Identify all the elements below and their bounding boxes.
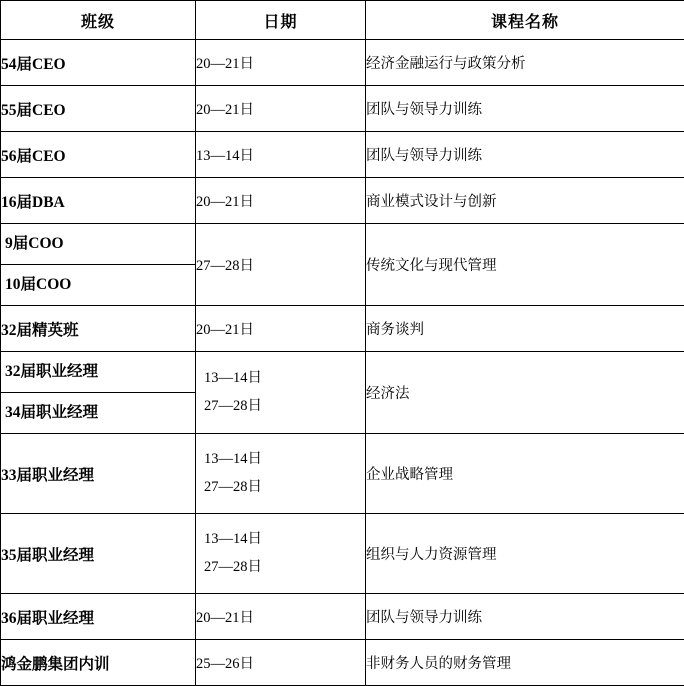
cell-course: 商业模式设计与创新 xyxy=(366,178,684,224)
cell-course: 商务谈判 xyxy=(366,306,684,352)
cell-class: 35届职业经理 xyxy=(1,514,196,594)
table-row xyxy=(1,306,684,352)
cell-course: 团队与领导力训练 xyxy=(366,132,684,178)
cell-date-line: 13—14日 xyxy=(196,365,365,393)
column-header-course: 课程名称 xyxy=(366,1,684,40)
cell-date-line: 27—28日 xyxy=(196,554,365,582)
cell-date: 20—21日 xyxy=(196,178,366,224)
cell-date: 13—14日 xyxy=(196,132,366,178)
table-row xyxy=(1,178,684,224)
cell-date: 20—21日 xyxy=(196,86,366,132)
table-row xyxy=(1,594,684,640)
cell-course: 经济法 xyxy=(366,352,684,434)
cell-date-line: 13—14日 xyxy=(196,526,365,554)
cell-date xyxy=(196,434,366,514)
cell-date: 20—21日 xyxy=(196,594,366,640)
table-row xyxy=(1,40,684,86)
table-body xyxy=(1,40,684,686)
cell-date-line: 27—28日 xyxy=(196,474,365,502)
cell-date-line: 13—14日 xyxy=(196,446,365,474)
cell-date: 27—28日 xyxy=(196,224,366,306)
cell-course: 非财务人员的财务管理 xyxy=(366,640,684,686)
cell-date: 25—26日 xyxy=(196,640,366,686)
cell-date xyxy=(196,514,366,594)
cell-date: 20—21日 xyxy=(196,40,366,86)
table-header-row xyxy=(1,1,684,40)
cell-course: 团队与领导力训练 xyxy=(366,594,684,640)
cell-class-line: 9届COO xyxy=(1,224,195,265)
cell-class: 32届精英班 xyxy=(1,306,196,352)
cell-course: 组织与人力资源管理 xyxy=(366,514,684,594)
cell-class-line: 32届职业经理 xyxy=(1,352,195,393)
table-row xyxy=(1,640,684,686)
cell-course: 团队与领导力训练 xyxy=(366,86,684,132)
cell-class: 54届CEO xyxy=(1,40,196,86)
cell-date xyxy=(196,352,366,434)
cell-course: 经济金融运行与政策分析 xyxy=(366,40,684,86)
table-row xyxy=(1,514,684,594)
cell-course: 企业战略管理 xyxy=(366,434,684,514)
cell-class: 鸿金鹏集团内训 xyxy=(1,640,196,686)
cell-class-line: 10届COO xyxy=(1,265,195,305)
cell-class: 56届CEO xyxy=(1,132,196,178)
cell-date: 20—21日 xyxy=(196,306,366,352)
cell-class: 55届CEO xyxy=(1,86,196,132)
table-header xyxy=(1,1,684,40)
cell-class: 36届职业经理 xyxy=(1,594,196,640)
table-row xyxy=(1,86,684,132)
table-row xyxy=(1,224,684,306)
cell-date-line: 27—28日 xyxy=(196,393,365,421)
table-row xyxy=(1,434,684,514)
column-header-class: 班级 xyxy=(1,1,196,40)
cell-class xyxy=(1,352,196,434)
cell-class: 33届职业经理 xyxy=(1,434,196,514)
cell-class xyxy=(1,224,196,306)
table-row xyxy=(1,352,684,434)
column-header-date: 日期 xyxy=(196,1,366,40)
table-row xyxy=(1,132,684,178)
cell-course: 传统文化与现代管理 xyxy=(366,224,684,306)
cell-class: 16届DBA xyxy=(1,178,196,224)
cell-class-line: 34届职业经理 xyxy=(1,393,195,433)
